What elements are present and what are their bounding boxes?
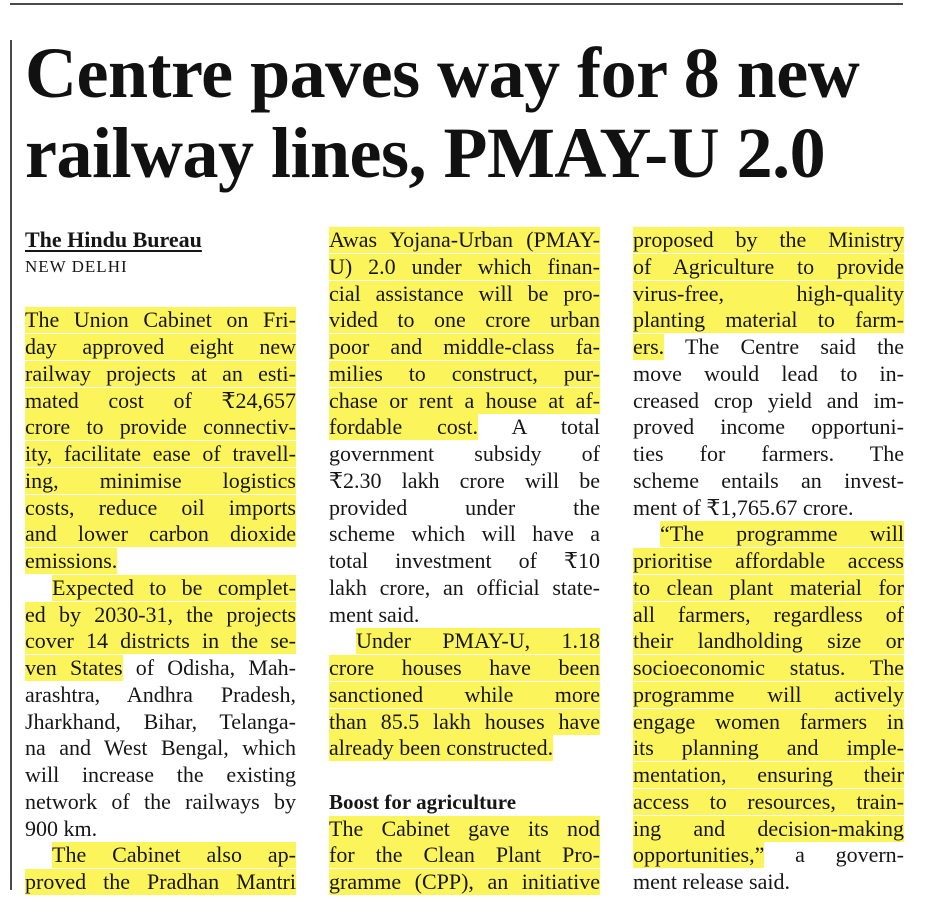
article-line bbox=[25, 735, 296, 762]
article-line bbox=[329, 602, 600, 629]
article-line bbox=[633, 655, 904, 682]
article-line bbox=[633, 468, 904, 495]
highlighted-text: crore houses have been bbox=[329, 655, 600, 680]
article-line bbox=[329, 441, 600, 468]
article-line bbox=[329, 709, 600, 736]
highlighted-text: ing, minimise logistics bbox=[25, 467, 296, 493]
article-line bbox=[25, 869, 296, 896]
article-line bbox=[633, 307, 904, 334]
highlighted-text: of Agriculture to provide bbox=[633, 253, 904, 279]
article-line bbox=[633, 441, 904, 468]
article-line bbox=[329, 307, 600, 334]
highlighted-text: crore to provide connectiv- bbox=[25, 414, 296, 440]
article-line bbox=[25, 842, 296, 869]
line-spacer bbox=[329, 762, 600, 789]
article-line bbox=[25, 468, 296, 495]
article-line bbox=[329, 575, 600, 602]
body-text: creased crop yield and im- bbox=[633, 387, 904, 413]
article-line bbox=[633, 628, 904, 655]
article-line bbox=[329, 468, 600, 495]
article-line bbox=[25, 548, 296, 575]
highlighted-text: than 85.5 lakh houses have bbox=[329, 708, 600, 734]
article-line bbox=[25, 628, 296, 655]
highlighted-text: to clean plant material for bbox=[633, 574, 904, 600]
body-text: a govern- bbox=[764, 842, 904, 868]
article-line bbox=[633, 816, 904, 843]
article-line bbox=[329, 816, 600, 843]
article-line bbox=[329, 495, 600, 522]
headline-line-1: Centre paves way for 8 new bbox=[25, 33, 860, 113]
subheading: Boost for agriculture bbox=[329, 789, 517, 814]
article-line bbox=[329, 842, 600, 869]
article-line bbox=[329, 548, 600, 575]
highlighted-text: gramme (CPP), an initiative bbox=[329, 869, 600, 894]
highlighted-text: poor and middle-class fa- bbox=[329, 334, 600, 359]
highlighted-text: already been constructed. bbox=[329, 735, 554, 761]
body-text: lakh crore, an official state- bbox=[329, 574, 600, 600]
article-line bbox=[25, 361, 296, 388]
article-line bbox=[25, 334, 296, 361]
article-line bbox=[633, 361, 904, 388]
body-text: ment of ₹1,765.67 crore. bbox=[633, 494, 854, 520]
article-line bbox=[25, 816, 296, 843]
body-text: arashtra, Andhra Pradesh, bbox=[25, 681, 296, 707]
article-line bbox=[633, 762, 904, 789]
article-line bbox=[25, 682, 296, 709]
line-spacer bbox=[25, 281, 296, 308]
article-line bbox=[329, 361, 600, 388]
highlighted-text: fordable cost. bbox=[329, 414, 478, 440]
highlighted-text: socioeconomic status. The bbox=[633, 655, 904, 680]
article-line bbox=[633, 388, 904, 415]
highlighted-text: proposed by the Ministry bbox=[633, 227, 904, 252]
highlighted-text: chase or rent a house at af- bbox=[329, 387, 600, 413]
article-column-1 bbox=[25, 227, 296, 896]
dateline: NEW DELHI bbox=[25, 256, 128, 276]
highlighted-text: vided to one crore urban bbox=[329, 307, 600, 333]
article-line bbox=[633, 709, 904, 736]
article-line bbox=[633, 602, 904, 629]
article-column-2 bbox=[329, 227, 600, 896]
highlighted-text: “The programme will bbox=[660, 521, 904, 547]
headline-line-2: railway lines, PMAY-U 2.0 bbox=[25, 113, 826, 193]
highlighted-text: The Cabinet gave its nod bbox=[329, 815, 600, 841]
highlighted-text: proved the Pradhan Mantri bbox=[25, 869, 296, 894]
article-line bbox=[633, 281, 904, 308]
highlighted-text: milies to construct, pur- bbox=[329, 360, 600, 386]
article-line bbox=[329, 735, 600, 762]
article-line bbox=[633, 548, 904, 575]
article-line bbox=[633, 735, 904, 762]
body-text: scheme entails an invest- bbox=[633, 467, 904, 493]
body-text: total investment of ₹10 bbox=[329, 548, 600, 573]
highlighted-text: ven States bbox=[25, 655, 123, 680]
body-text: government subsidy of bbox=[329, 441, 600, 466]
article-line bbox=[633, 575, 904, 602]
highlighted-text: engage women farmers in bbox=[633, 708, 904, 734]
body-text: Jharkhand, Bihar, Telanga- bbox=[25, 708, 296, 734]
body-text: network of the railways by bbox=[25, 788, 296, 814]
article-line bbox=[633, 521, 904, 548]
article-line bbox=[329, 414, 600, 441]
body-text: ment release said. bbox=[633, 869, 790, 894]
body-text: move would lead to in- bbox=[633, 360, 904, 386]
article-line bbox=[329, 521, 600, 548]
highlighted-text: ers. bbox=[633, 334, 665, 359]
article-line bbox=[25, 307, 296, 334]
byline-author: The Hindu Bureau bbox=[25, 227, 202, 252]
article-line bbox=[25, 495, 296, 522]
highlighted-text: for the Clean Plant Pro- bbox=[329, 842, 600, 868]
body-text: proved income opportuni- bbox=[633, 414, 904, 440]
article-line bbox=[25, 521, 296, 548]
highlighted-text: Expected to be complet- bbox=[52, 574, 296, 600]
highlighted-text: day approved eight new bbox=[25, 334, 296, 359]
highlighted-text: access to resources, train- bbox=[633, 788, 904, 814]
article-line bbox=[329, 334, 600, 361]
article-line bbox=[633, 682, 904, 709]
highlighted-text: programme will actively bbox=[633, 681, 904, 707]
body-text: provided under the bbox=[329, 494, 600, 520]
article-line bbox=[329, 628, 600, 655]
article-line bbox=[25, 602, 296, 629]
highlighted-text: cial assistance will be pro- bbox=[329, 280, 600, 306]
article-column-3 bbox=[633, 227, 904, 896]
article-line bbox=[329, 227, 600, 254]
body-text: will increase the existing bbox=[25, 762, 296, 787]
article-line bbox=[329, 682, 600, 709]
article-line bbox=[633, 495, 904, 522]
highlighted-text: and lower carbon dioxide bbox=[25, 521, 296, 547]
highlighted-text: emissions. bbox=[25, 548, 118, 573]
article-line bbox=[25, 441, 296, 468]
article-line bbox=[25, 789, 296, 816]
body-text: ₹2.30 lakh crore will be bbox=[329, 467, 600, 493]
article-line bbox=[329, 388, 600, 415]
body-text: of Odisha, Mah- bbox=[122, 655, 296, 680]
body-text: na and West Bengal, which bbox=[25, 735, 296, 761]
highlighted-text: ed by 2030-31, the projects bbox=[25, 601, 296, 627]
highlighted-text: sanctioned while more bbox=[329, 681, 600, 707]
article-line bbox=[25, 762, 296, 789]
article-line bbox=[633, 842, 904, 869]
highlighted-text: U) 2.0 under which finan- bbox=[329, 253, 600, 279]
body-text: scheme which will have a bbox=[329, 521, 600, 547]
article-line bbox=[633, 227, 904, 254]
article-line bbox=[25, 655, 296, 682]
highlighted-text: their landholding size or bbox=[633, 628, 904, 654]
highlighted-text: The Cabinet also ap- bbox=[52, 842, 296, 868]
highlighted-text: planting material to farm- bbox=[633, 307, 904, 333]
article-line bbox=[25, 388, 296, 415]
highlighted-text: costs, reduce oil imports bbox=[25, 494, 296, 520]
highlighted-text: ity, facilitate ease of travell- bbox=[25, 441, 296, 466]
highlighted-text: Awas Yojana-Urban (PMAY- bbox=[329, 227, 600, 252]
body-text: ties for farmers. The bbox=[633, 441, 904, 466]
article-line bbox=[633, 334, 904, 361]
left-rule bbox=[10, 40, 12, 890]
article-line bbox=[329, 254, 600, 281]
highlighted-text: virus-free, high-quality bbox=[633, 280, 904, 306]
body-text: ment said. bbox=[329, 601, 420, 627]
highlighted-text: mated cost of ₹24,657 bbox=[25, 387, 296, 413]
article-line bbox=[329, 869, 600, 896]
highlighted-text: The Union Cabinet on Fri- bbox=[25, 307, 296, 333]
highlighted-text: all farmers, regardless of bbox=[633, 601, 904, 627]
highlighted-text: railway projects at an esti- bbox=[25, 360, 296, 386]
article-line bbox=[633, 869, 904, 896]
body-text: The Centre said the bbox=[664, 334, 904, 359]
highlighted-text: Under PMAY-U, 1.18 bbox=[356, 628, 600, 654]
highlighted-text: mentation, ensuring their bbox=[633, 762, 904, 787]
top-rule bbox=[10, 3, 903, 5]
body-text: A total bbox=[477, 414, 600, 440]
article-line bbox=[633, 414, 904, 441]
article-line bbox=[329, 281, 600, 308]
article-line bbox=[25, 414, 296, 441]
body-text: 900 km. bbox=[25, 815, 98, 841]
article-line bbox=[25, 575, 296, 602]
article-line bbox=[25, 709, 296, 736]
article-line bbox=[329, 655, 600, 682]
highlighted-text: prioritise affordable access bbox=[633, 548, 904, 573]
highlighted-text: opportunities,” bbox=[633, 842, 765, 868]
article-line bbox=[633, 789, 904, 816]
highlighted-text: cover 14 districts in the se- bbox=[25, 628, 296, 654]
highlighted-text: ing and decision-making bbox=[633, 815, 904, 841]
article-line bbox=[633, 254, 904, 281]
highlighted-text: its planning and imple- bbox=[633, 735, 904, 761]
